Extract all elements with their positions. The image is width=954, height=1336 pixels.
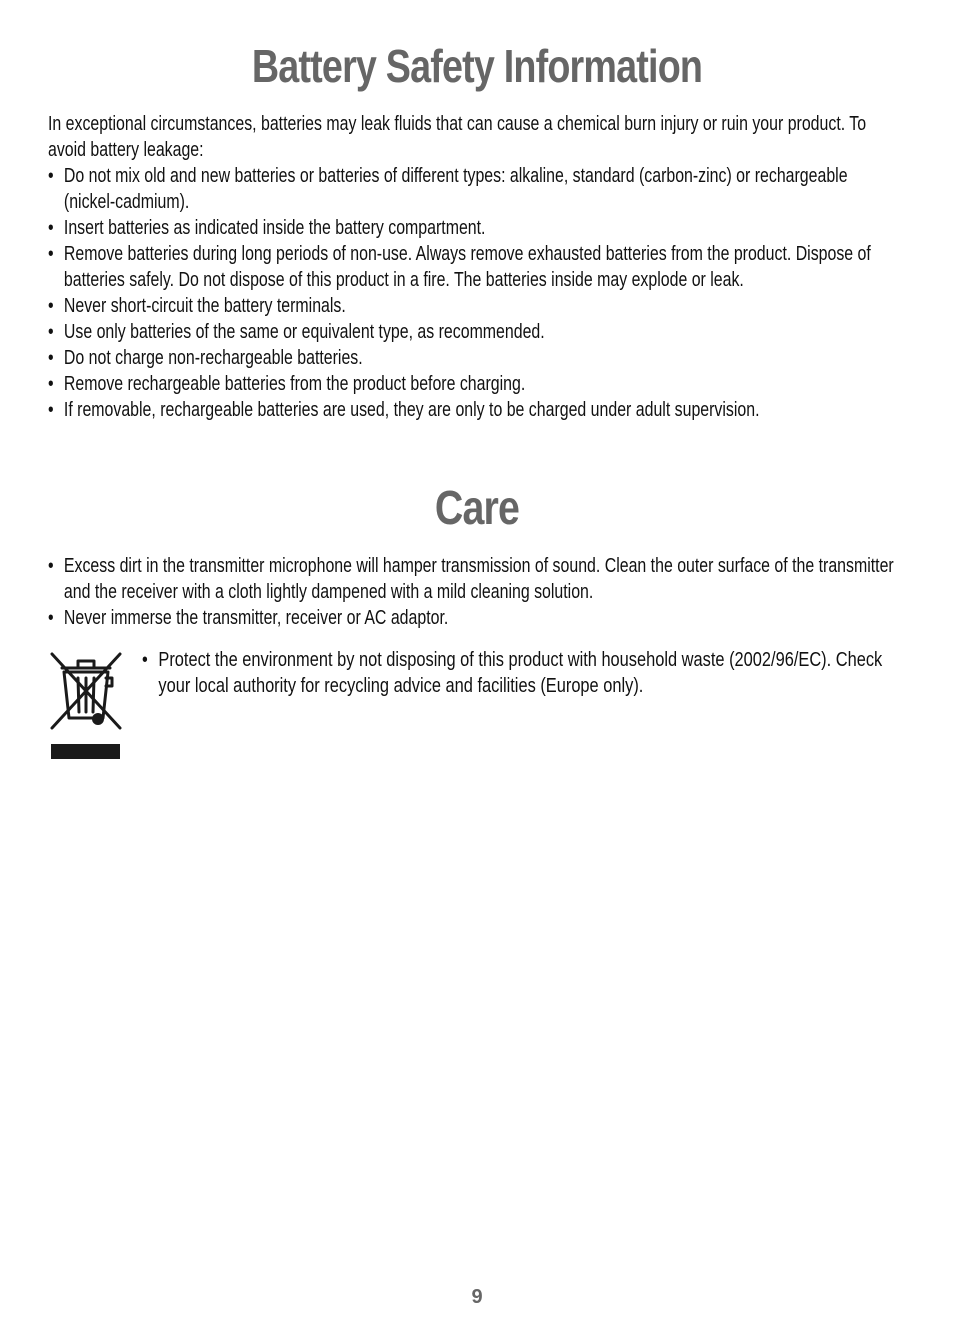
page-number: 9 xyxy=(471,1286,483,1308)
care-list xyxy=(48,553,899,631)
list-item: • Do not mix old and new batteries or batteries of different types: alkaline, standard (carbon-zinc) or rechargeable (nickel-cadmium). xyxy=(48,163,899,215)
battery-safety-section xyxy=(48,111,899,423)
list-item: • Insert batteries as indicated inside the battery compartment. xyxy=(48,215,899,241)
care-heading: Care xyxy=(434,482,520,535)
care-section xyxy=(48,553,899,631)
environment-section xyxy=(142,647,884,699)
battery-safety-heading: Battery Safety Information xyxy=(251,40,703,92)
crossed-out-wheelie-bin-icon xyxy=(48,648,124,762)
list-item: • Do not charge non-rechargeable batteries. xyxy=(48,345,899,371)
list-item: • Use only batteries of the same or equivalent type, as recommended. xyxy=(48,319,899,345)
environment-list xyxy=(142,647,884,699)
list-item: • Remove rechargeable batteries from the product before charging. xyxy=(48,371,899,397)
list-item: • Excess dirt in the transmitter microphone will hamper transmission of sound. Clean the outer surface of the transmitter and the receiver with a cloth lightly dampened with a mild cleaning solution. xyxy=(48,553,899,605)
battery-safety-list xyxy=(48,163,899,423)
list-item: • Never immerse the transmitter, receiver or AC adaptor. xyxy=(48,605,899,631)
list-item: • Remove batteries during long periods of non-use. Always remove exhausted batteries from the product. Dispose of batteries safely. Do not dispose of this product in a fire. The batteries inside may explode or leak. xyxy=(48,241,899,293)
battery-intro-text: In exceptional circumstances, batteries may leak fluids that can cause a chemical burn injury or ruin your product. To avoid battery leakage: xyxy=(48,113,867,161)
list-item: • Never short-circuit the battery terminals. xyxy=(48,293,899,319)
list-item: • Protect the environment by not disposing of this product with household waste (2002/96/EC). Check your local authority for recycling advice and facilities (Europe only). xyxy=(142,647,884,699)
list-item: • If removable, rechargeable batteries are used, they are only to be charged under adult supervision. xyxy=(48,397,899,423)
